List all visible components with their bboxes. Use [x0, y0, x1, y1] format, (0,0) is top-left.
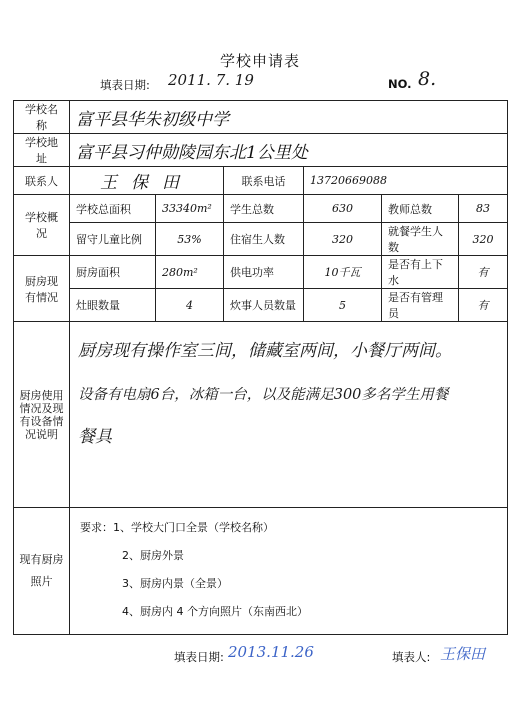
teachers-label: 教师总数: [382, 195, 459, 223]
students-label: 学生总数: [224, 195, 304, 223]
footer-date-label: 填表日期:: [174, 650, 224, 664]
form-title: 学校申请表: [219, 52, 300, 70]
area-value: 33340m²: [156, 195, 224, 223]
dining-label: 就餐学生人数: [382, 223, 459, 256]
cooks-label: 炊事人员数量: [224, 289, 304, 322]
water-label: 是否有上下水: [382, 256, 459, 289]
usage-line-3: 餐具: [78, 427, 112, 447]
requirement-4: 4、厨房内 4 个方向照片（东南西北）: [122, 605, 308, 618]
form-number-value: 8.: [418, 68, 437, 90]
address-value: 富平县习仲勋陵园东北1公里处: [70, 134, 508, 167]
fill-date-label: 填表日期:: [100, 78, 150, 92]
requirement-3: 3、厨房内景（全景）: [122, 577, 228, 590]
requirement-1: 要求：1、学校大门口全景（学校名称）: [80, 521, 274, 534]
stove-value: 4: [156, 289, 224, 322]
usage-line-1: 厨房现有操作室三间，储藏室两间，小餐厅两间。: [78, 341, 452, 361]
boarding-value: 320: [304, 223, 382, 256]
cooks-value: 5: [304, 289, 382, 322]
area-label: 学校总面积: [70, 195, 156, 223]
phone-value: 13720669088: [304, 167, 508, 195]
photos-label-line-2: 照片: [30, 575, 53, 588]
filler-signature: 王保田: [440, 645, 486, 663]
kitchen-label: 厨房现有情况: [14, 256, 70, 322]
phone-label: 联系电话: [224, 167, 304, 195]
boarding-label: 住宿生人数: [224, 223, 304, 256]
address-label: 学校地址: [14, 134, 70, 167]
teachers-value: 83: [459, 195, 508, 223]
photos-label: [14, 508, 70, 635]
fill-date-value: 2011. 7. 19: [168, 71, 254, 89]
manager-value: 有: [459, 289, 508, 322]
form-number-label: NO.: [388, 77, 412, 91]
photos-label-line-1: 现有厨房: [19, 553, 64, 566]
stove-label: 灶眼数量: [70, 289, 156, 322]
left-behind-label: 留守儿童比例: [70, 223, 156, 256]
school-name-label: 学校名称: [14, 101, 70, 134]
photo-requirements: [70, 508, 508, 635]
application-form-table: [13, 100, 508, 635]
usage-line-2: 设备有电扇6台，冰箱一台，以及能满足300多名学生用餐: [78, 387, 449, 403]
power-label: 供电功率: [224, 256, 304, 289]
water-value: 有: [459, 256, 508, 289]
manager-label: 是否有管理员: [382, 289, 459, 322]
left-behind-value: 53%: [156, 223, 224, 256]
kitchen-area-label: 厨房面积: [70, 256, 156, 289]
school-name-value: 富平县华朱初级中学: [70, 101, 508, 134]
students-value: 630: [304, 195, 382, 223]
contact-label: 联系人: [14, 167, 70, 195]
requirement-2: 2、厨房外景: [122, 549, 184, 562]
contact-value: 王保田: [70, 167, 224, 195]
filler-label: 填表人:: [392, 650, 431, 664]
kitchen-area-value: 280m²: [156, 256, 224, 289]
usage-label: 厨房使用情况及现有设备情况说明: [14, 322, 70, 508]
power-value: 10千瓦: [304, 256, 382, 289]
usage-description: [70, 322, 508, 508]
footer-date-value: 2013.11.26: [228, 643, 314, 661]
overview-label: 学校概况: [14, 195, 70, 256]
dining-value: 320: [459, 223, 508, 256]
